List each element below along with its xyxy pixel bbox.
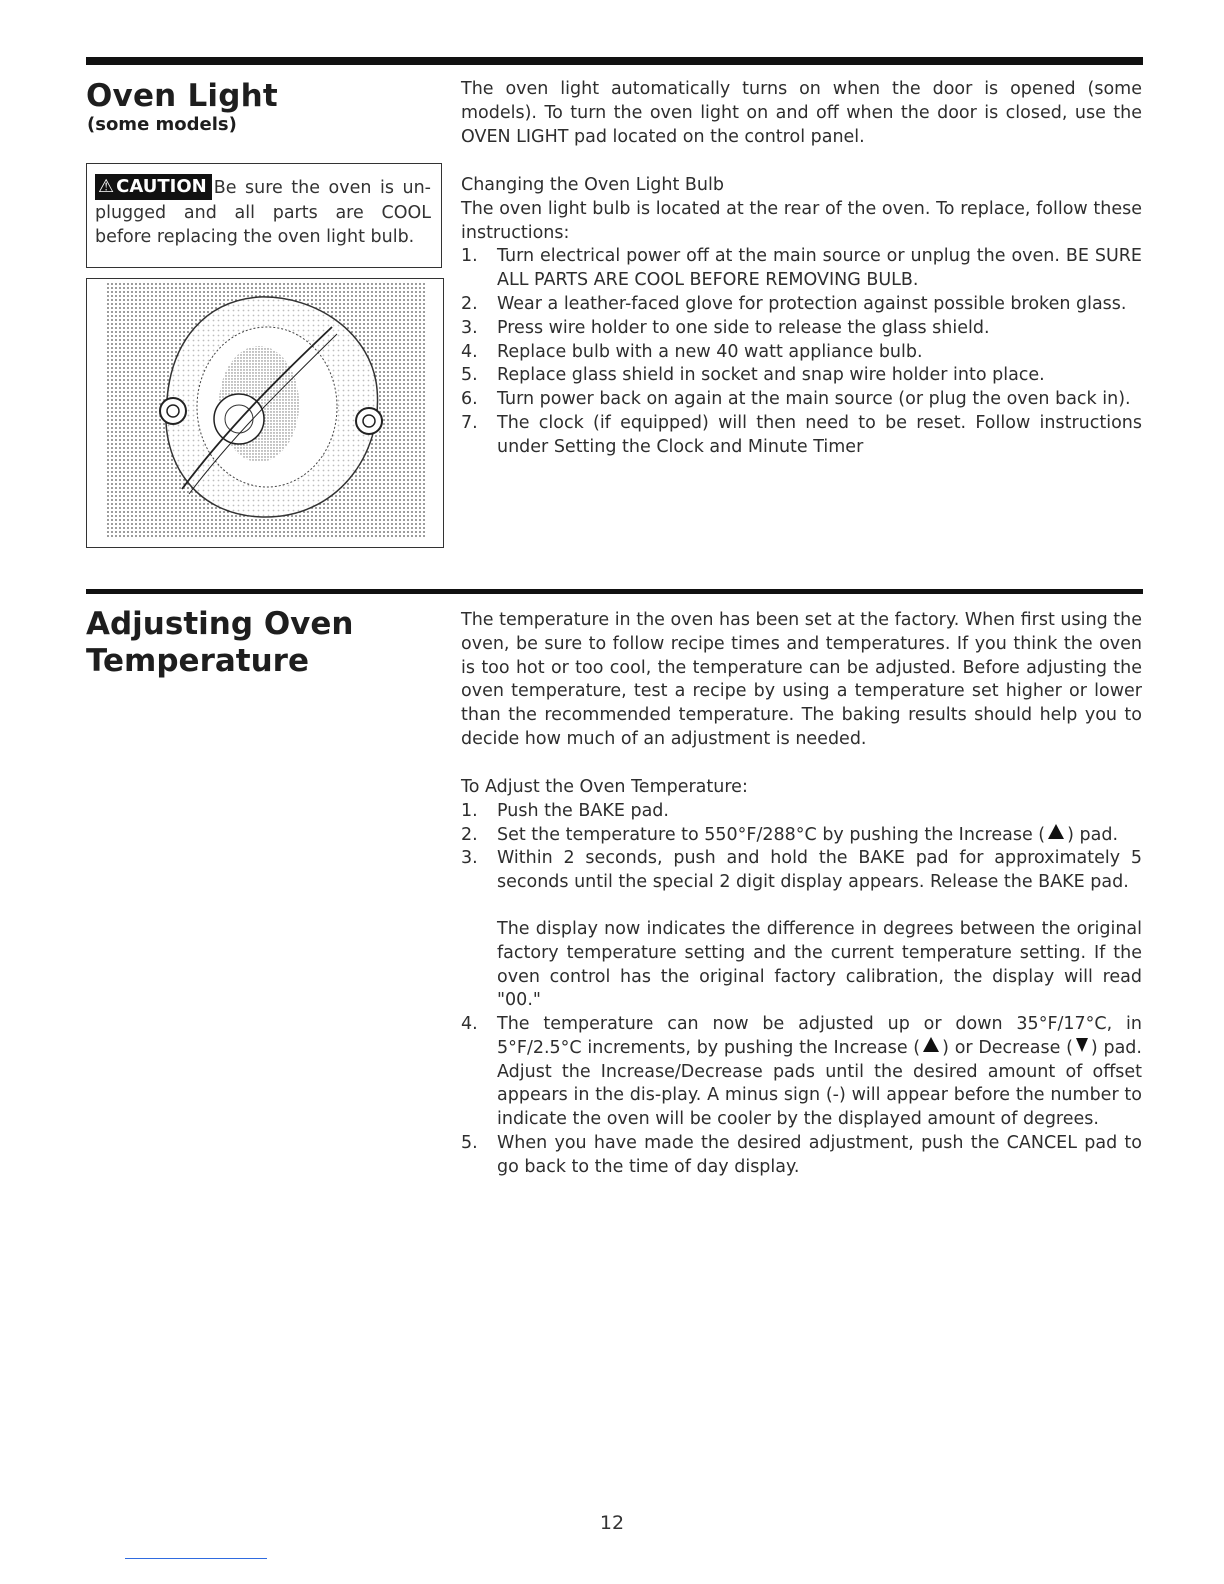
- list-item: 1. Push the BAKE pad.: [461, 800, 669, 821]
- changing-bulb-intro: The oven light bulb is located at the rear of the oven. To replace, follow these instructions:: [461, 198, 1142, 243]
- adjust-steps-list: [461, 800, 1142, 895]
- list-item: 2. Wear a leather-faced glove for protection against possible broken glass.: [461, 293, 1127, 314]
- page-number: 12: [599, 1512, 625, 1534]
- list-item: 2. Set the temperature to 550°F/288°C by pushing the Increase ( ) pad.: [461, 824, 1119, 845]
- bulb-steps-list: [461, 245, 1142, 459]
- list-item: 3. Press wire holder to one side to release the glass shield.: [461, 317, 990, 338]
- list-item: 6. Turn power back on again at the main source (or plug the oven back in).: [461, 389, 1131, 410]
- caution-badge-label: CAUTION: [116, 176, 207, 197]
- caution-badge: [95, 174, 212, 200]
- list-item: 7. The clock (if equipped) will then need to be reset. Follow instructions under Setting the Clock and Minute Timer: [461, 412, 1142, 457]
- list-item: 1. Turn electrical power off at the main source or unplug the oven. BE SURE ALL PARTS ARE COOL BEFORE REMOVING BULB.: [461, 246, 1142, 291]
- display-note-block: [461, 918, 1142, 1013]
- list-item: 4. Replace bulb with a new 40 watt appliance bulb.: [461, 341, 923, 362]
- caution-text: Be sure the oven is un-plugged and all parts are COOL before replacing the oven light bulb.: [95, 178, 431, 247]
- adjust-steps-continued: [461, 1013, 1142, 1180]
- caution-box: [86, 163, 442, 268]
- oven-light-bulb-diagram: [87, 279, 443, 547]
- caution-text-block: [95, 174, 431, 250]
- list-item: 4. The temperature can now be adjusted up or down 35°F/17°C, in 5°F/2.5°C increments, by pushing the Increase ( ) or Decrease ( ) pad. Adjust the Increase/Decrease pads until the desired amount of offset appears in the dis-play. A minus sign (-) will appear before the number to indicate the oven will be cooler by the displayed amount of degrees.: [461, 1014, 1142, 1130]
- changing-bulb-section: [461, 174, 1142, 460]
- adjusting-intro: [461, 609, 1142, 752]
- oven-light-subtitle: (some models): [87, 114, 237, 135]
- warning-icon: ⚠: [98, 176, 115, 197]
- decrease-arrow-icon: [1076, 1038, 1088, 1052]
- display-note: The display now indicates the difference in degrees between the original factory temperature setting and the current temperature setting. If the oven control has the original factory calibration, the display will read "00.": [497, 919, 1142, 1011]
- oven-light-illustration: [86, 278, 444, 548]
- right-clip: [356, 408, 382, 434]
- adjusting-intro-text: The temperature in the oven has been set at the factory. When first using the oven, be sure to follow recipe times and temperatures. If you think the oven is too hot or too cool, the temperature can be adjusted. Before adjusting the oven temperature, test a recipe by using a temperature set higher or lower than the recommended temperature. The baking results should help you to decide how much of an adjustment is needed.: [461, 610, 1142, 749]
- changing-bulb-heading: Changing the Oven Light Bulb: [461, 175, 724, 195]
- footer-link-underline: [125, 1558, 267, 1559]
- oven-light-title: Oven Light: [86, 78, 278, 114]
- oven-light-intro: [461, 78, 1142, 149]
- increase-arrow-icon: [1048, 824, 1064, 839]
- list-item: 5. Replace glass shield in socket and snap wire holder into place.: [461, 365, 1045, 386]
- adjust-steps-section: [461, 776, 1142, 895]
- to-adjust-heading: To Adjust the Oven Temperature:: [461, 777, 748, 797]
- top-rule: [86, 57, 1143, 65]
- list-item: 3. Within 2 seconds, push and hold the BAKE pad for approximately 5 seconds until the special 2 digit display appears. Release the BAKE pad.: [461, 848, 1142, 893]
- increase-arrow-icon: [923, 1037, 939, 1052]
- section-rule: [86, 589, 1143, 594]
- adjusting-title: Adjusting Oven Temperature: [86, 606, 354, 679]
- list-item: 5. When you have made the desired adjustment, push the CANCEL pad to go back to the time of day display.: [461, 1132, 1142, 1177]
- left-clip: [160, 398, 186, 424]
- oven-light-intro-text: The oven light automatically turns on when the door is opened (some models). To turn the oven light on and off when the door is closed, use the OVEN LIGHT pad located on the control panel.: [461, 79, 1142, 147]
